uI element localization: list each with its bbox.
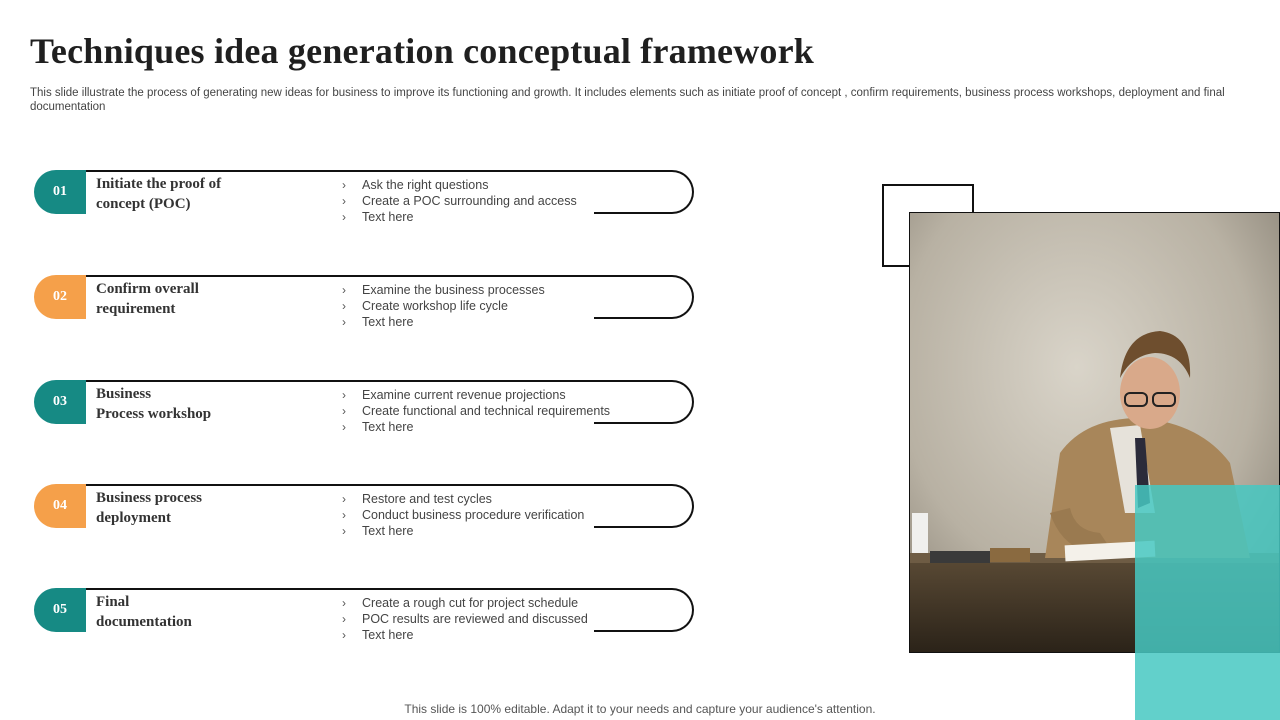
step-row-3 <box>34 380 694 434</box>
step-row-4 <box>34 484 694 538</box>
list-item: › Create a POC surrounding and access <box>342 194 577 208</box>
step-row-2 <box>34 275 694 329</box>
step-heading: Business Process workshop <box>96 386 212 422</box>
list-item: › Conduct business procedure verification <box>342 508 585 522</box>
list-item: › Ask the right questions <box>342 178 489 192</box>
chevron-right-icon: › <box>342 420 346 434</box>
chevron-right-icon: › <box>342 596 346 610</box>
list-item: › Examine the business processes <box>342 283 545 297</box>
list-item: › Text here <box>342 524 414 538</box>
list-item: › Create functional and technical requirements <box>342 404 611 418</box>
chevron-right-icon: › <box>342 612 346 626</box>
list-item: › Text here <box>342 210 414 224</box>
list-item: › Create a rough cut for project schedule <box>342 596 579 610</box>
step-bullet-list <box>342 177 577 225</box>
step-bullet-list <box>342 491 584 539</box>
step-number-badge: 03 <box>34 380 86 424</box>
step-bullet-list <box>342 282 545 330</box>
chevron-right-icon: › <box>342 388 346 402</box>
list-item: › Text here <box>342 420 414 434</box>
chevron-right-icon: › <box>342 194 346 208</box>
chevron-right-icon: › <box>342 524 346 538</box>
chevron-right-icon: › <box>342 508 346 522</box>
step-heading: Final documentation <box>96 594 192 630</box>
step-bullet-list <box>342 595 588 643</box>
step-heading: Initiate the proof of concept (POC) <box>96 176 222 212</box>
chevron-right-icon: › <box>342 628 346 642</box>
list-item: › Restore and test cycles <box>342 492 492 506</box>
list-item: › POC results are reviewed and discussed <box>342 612 588 626</box>
list-item: › Create workshop life cycle <box>342 299 508 313</box>
step-row-5 <box>34 588 694 642</box>
list-item: › Examine current revenue projections <box>342 388 566 402</box>
chevron-right-icon: › <box>342 283 346 297</box>
chevron-right-icon: › <box>342 404 346 418</box>
step-row-1 <box>34 170 694 224</box>
step-bullet-list <box>342 387 610 435</box>
list-item: › Text here <box>342 315 414 329</box>
slide-title: Techniques idea generation conceptual framework <box>30 31 815 71</box>
chevron-right-icon: › <box>342 210 346 224</box>
step-number-badge: 04 <box>34 484 86 528</box>
chevron-right-icon: › <box>342 492 346 506</box>
step-number-badge: 01 <box>34 170 86 214</box>
decorative-teal-block <box>1135 485 1280 720</box>
chevron-right-icon: › <box>342 299 346 313</box>
step-number-badge: 02 <box>34 275 86 319</box>
chevron-right-icon: › <box>342 178 346 192</box>
slide-footer: This slide is 100% editable. Adapt it to your needs and capture your audience's attention. <box>404 702 876 716</box>
step-heading: Confirm overall requirement <box>96 281 199 317</box>
step-heading: Business process deployment <box>96 490 202 526</box>
list-item: › Text here <box>342 628 414 642</box>
step-number-badge: 05 <box>34 588 86 632</box>
chevron-right-icon: › <box>342 315 346 329</box>
slide-subtitle: This slide illustrate the process of generating new ideas for business to improve its functioning and growth. It includes elements such as initiate proof of concept , confirm requirements, business process workshops, deployment and final documentation <box>30 87 1225 113</box>
